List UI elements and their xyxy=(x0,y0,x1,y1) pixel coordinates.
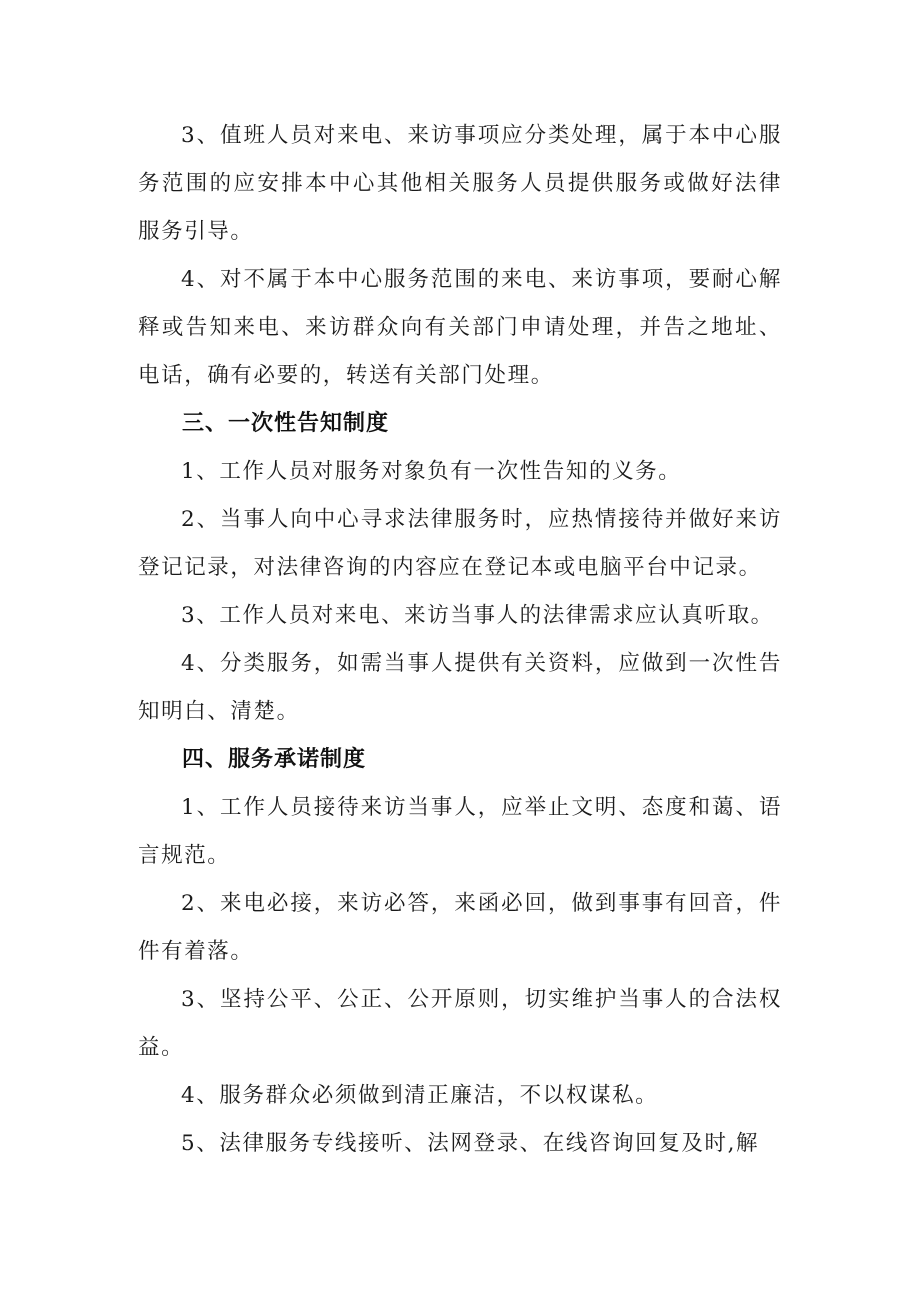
paragraph-notice-item-1: 1、工作人员对服务对象负有一次性告知的义务。 xyxy=(181,459,682,484)
section-heading-service-commitment: 四、服务承诺制度 xyxy=(182,747,367,772)
paragraph-commitment-item-3: 3、坚持公平、公正、公开原则，切实维护当事人的合法权益。 xyxy=(138,987,782,1060)
paragraph-commitment-item-5: 5、法律服务专线接听、法网登录、在线咨询回复及时,解 xyxy=(181,1131,760,1156)
paragraph-notice-item-2: 2、当事人向中心寻求法律服务时，应热情接待并做好来访登记记录，对法律咨询的内容应在登记本或电脑平台中记录。 xyxy=(138,507,782,580)
paragraph-item-3-classify-handling: 3、值班人员对来电、来访事项应分类处理，属于本中心服务范围的应安排本中心其他相关服务人员提供服务或做好法律服务引导。 xyxy=(138,123,782,244)
paragraph-commitment-item-4: 4、服务群众必须做到清正廉洁，不以权谋私。 xyxy=(181,1083,659,1108)
document-page xyxy=(138,112,782,1168)
section-heading-one-time-notice: 三、一次性告知制度 xyxy=(182,411,390,436)
paragraph-item-4-out-of-scope: 4、对不属于本中心服务范围的来电、来访事项，要耐心解释或告知来电、来访群众向有关部门申请处理，并告之地址、电话，确有必要的，转送有关部门处理。 xyxy=(138,267,782,388)
paragraph-notice-item-3: 3、工作人员对来电、来访当事人的法律需求应认真听取。 xyxy=(181,603,774,628)
paragraph-commitment-item-2: 2、来电必接，来访必答，来函必回，做到事事有回音，件件有着落。 xyxy=(138,891,782,964)
paragraph-commitment-item-1: 1、工作人员接待来访当事人，应举止文明、态度和蔼、语言规范。 xyxy=(138,795,782,868)
paragraph-notice-item-4: 4、分类服务，如需当事人提供有关资料，应做到一次性告知明白、清楚。 xyxy=(138,651,782,724)
